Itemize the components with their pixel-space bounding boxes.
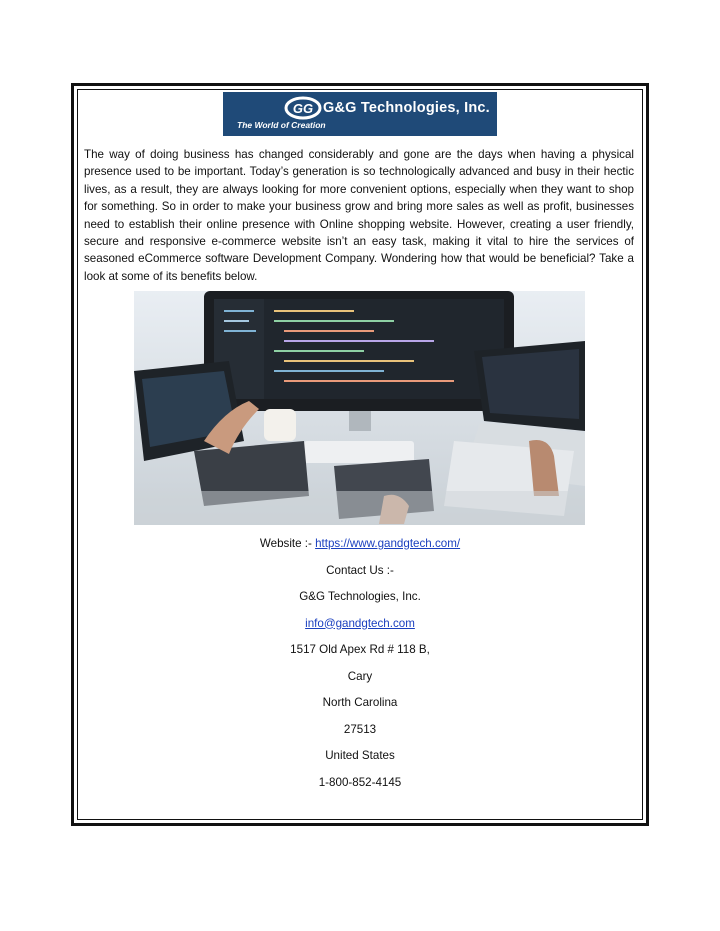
city: Cary xyxy=(347,669,373,683)
contact-info xyxy=(84,536,636,801)
email-line xyxy=(84,616,636,643)
zip-code: 27513 xyxy=(343,722,377,736)
email-link[interactable]: info@gandgtech.com xyxy=(305,616,415,630)
phone-number: 1-800-852-4145 xyxy=(318,775,402,789)
street-address: 1517 Old Apex Rd # 118 B, xyxy=(290,643,430,656)
developers-workspace-photo xyxy=(134,291,585,525)
website-label: Website :- xyxy=(259,537,316,550)
state: North Carolina xyxy=(322,696,398,709)
contact-us-heading: Contact Us :- xyxy=(326,563,394,577)
company-logo xyxy=(223,92,497,136)
logo-mark-text: GG xyxy=(292,101,314,116)
intro-paragraph: The way of doing business has changed considerably and gone are the days when having a physical presence used to be important. Today’s generation is so technologically advanced and busy in their hectic lives, as a result, they are always looking for more convenient options, especially when they want to shop for something. So in order to make your business grow and bring more sales as well as profit, businesses need to establish their online presence with Online shopping website. However, creating a user friendly, secure and responsive e-commerce website isn’t an easy task, making it vital to hire the services of seasoned eCommerce software Development Company. Wondering how that would be beneficial? Take a look at some of its benefits below. xyxy=(84,148,634,283)
company-name: G&G Technologies, Inc. xyxy=(299,590,421,603)
country: United States xyxy=(325,749,395,762)
website-link[interactable]: https://www.gandgtech.com/ xyxy=(315,537,461,550)
gg-logo-icon xyxy=(283,96,323,120)
logo-tagline: The World of Creation xyxy=(237,120,326,130)
website-line xyxy=(84,536,636,563)
logo-company-name: G&G Technologies, Inc. xyxy=(323,100,490,116)
